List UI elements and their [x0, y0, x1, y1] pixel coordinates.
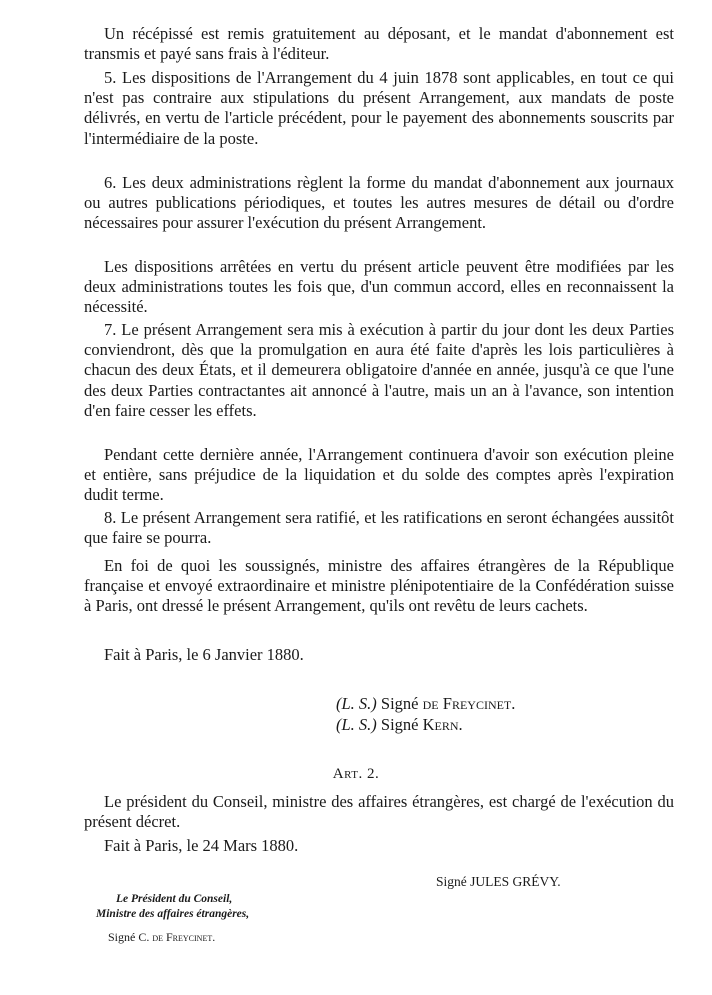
footer-title-president: Le Président du Conseil,	[116, 893, 233, 905]
paragraph-article-5: 5. Les dispositions de l'Arrangement du 4 juin 1878 sont applicables, en tout ce qui n'est pas contraire aux stipulations du présent Arrangement, aux mandats de poste délivrés, en vertu de l'article précédent, pour le payement des abonnements souscrits par l'intermédiaire de la poste.	[84, 68, 674, 148]
paragraph-article-2: Le président du Conseil, ministre des affaires étrangères, est chargé de l'exécution du présent décret.	[84, 792, 674, 832]
signe-label: Signé	[380, 715, 419, 734]
paragraph-derniere-annee: Pendant cette dernière année, l'Arrangement continuera d'avoir son exécution pleine et entière, sans préjudice de la liquidation et du solde des comptes après l'expiration dudit terme.	[84, 445, 674, 505]
paragraph-article-6: 6. Les deux administrations règlent la forme du mandat d'abonnement aux journaux ou autres publications périodiques, et toutes les autres mesures de détail ou d'ordre nécessaires pour assurer l'exécution du présent Arrangement.	[84, 173, 674, 233]
signature-line-kern	[336, 715, 463, 735]
seal-mark: (L. S.)	[336, 715, 377, 734]
paragraph-article-8: 8. Le présent Arrangement sera ratifié, et les ratifications en seront échangées aussitôt que faire se pourra.	[84, 508, 674, 548]
signatory-name: de Freycinet.	[422, 694, 516, 713]
paragraph-recepisse: Un récépissé est remis gratuitement au déposant, et le mandat d'abonnement est transmis et payé sans frais à l'éditeur.	[84, 24, 674, 64]
signatory-name: Kern.	[422, 715, 463, 734]
footer-signe-label: Signé C.	[108, 930, 150, 944]
seal-mark: (L. S.)	[336, 694, 377, 713]
signe-label: Signé	[380, 694, 419, 713]
paragraph-en-foi: En foi de quoi les soussignés, ministre des affaires étrangères de la République française et envoyé extraordinaire et ministre plénipotentiaire de la Confédération suisse à Paris, ont dressé le présent Arrangement, qu'ils ont revêtu de leurs cachets.	[84, 556, 674, 616]
paragraph-dispositions: Les dispositions arrêtées en vertu du présent article peuvent être modifiées par les deux administrations toutes les fois que, d'un commun accord, elles en reconnaissent la nécessité.	[84, 257, 674, 317]
footer-signature	[108, 930, 215, 944]
footer-signatory-name: de Freycinet.	[152, 930, 216, 944]
paragraph-article-7: 7. Le présent Arrangement sera mis à exécution à partir du jour dont les deux Parties conviendront, dès que la promulgation en aura été faite d'après les lois particulières à chacun des deux États, et il demeurera obligatoire d'année en année, jusqu'à ce que l'une des deux Parties contractantes ait annoncé à l'autre, mais un an à l'avance, son intention d'en faire cesser les effets.	[84, 320, 674, 420]
date-line-mars: Fait à Paris, le 24 Mars 1880.	[104, 836, 299, 855]
signature-president: Signé JULES GRÉVY.	[436, 874, 561, 889]
signature-line-freycinet	[336, 694, 515, 714]
date-line-janvier: Fait à Paris, le 6 Janvier 1880.	[104, 645, 304, 664]
article-heading: Art. 2.	[332, 766, 380, 782]
footer-title-ministre: Ministre des affaires étrangères,	[96, 908, 250, 920]
